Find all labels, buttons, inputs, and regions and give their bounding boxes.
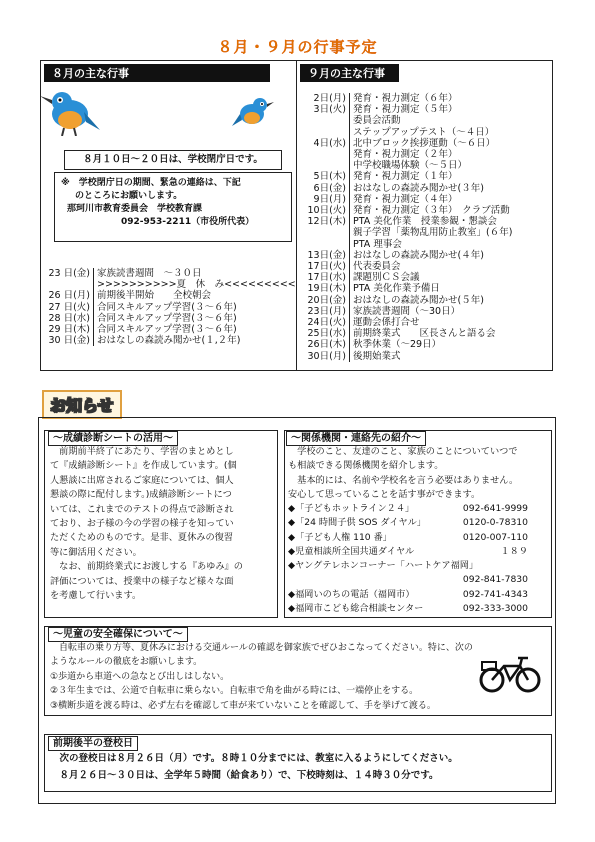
- event-description: 家族読書週間（～30日）: [350, 306, 513, 317]
- event-description: 代表委員会: [350, 261, 513, 272]
- text-line: 懇談の際に配付します。)成績診断シートにつ: [50, 489, 232, 501]
- contact-tel: 092-333-3000: [462, 603, 528, 615]
- event-description: 親子学習「薬物乱用防止教室」(６年): [350, 227, 513, 238]
- event-description: 中学校職場体験（～５日）: [350, 160, 513, 171]
- anzen-text: [50, 641, 550, 713]
- contact-tel: 092-841-7830: [462, 574, 528, 586]
- event-row: [300, 115, 512, 126]
- school-closed-notice: ８月１０日～２０日は、学校閉庁日です。: [64, 150, 282, 170]
- page-title: ８月・９月の行事予定: [217, 38, 378, 56]
- text-line: いては、これまでのテストの得点で診断され: [50, 503, 234, 515]
- contact-tel: 092-741-4343: [462, 588, 528, 600]
- event-date: 6日(金): [313, 182, 346, 194]
- text-line: 評価については、授業中の様子など様々な面: [50, 575, 234, 587]
- event-date: 3日(火): [313, 104, 346, 116]
- event-date: 26 日(月): [48, 290, 90, 302]
- event-row: [300, 171, 512, 182]
- event-date: 27 日(火): [48, 301, 90, 313]
- event-row: [300, 283, 512, 294]
- anzen-title: ～児童の安全確保について～: [48, 627, 188, 642]
- event-date: [300, 127, 350, 138]
- contact-row: [288, 588, 550, 602]
- contact-row: [288, 602, 550, 616]
- contact-row: [288, 516, 550, 530]
- event-row: [300, 306, 512, 317]
- event-row: [300, 250, 512, 261]
- event-row: [300, 239, 512, 250]
- text-line: 安心して思っていることを話す事ができます。: [288, 489, 481, 501]
- event-description: ステップアップテスト（～４日）: [350, 127, 513, 138]
- event-description: 発育・視力測定（４年）: [350, 194, 513, 205]
- event-description: 合同スキルアップ学習(３～６年): [94, 313, 296, 324]
- event-date: 29 日(木): [48, 324, 90, 336]
- event-row: [300, 351, 512, 362]
- event-row: [42, 302, 296, 313]
- contact-name: ◆福岡市こども総合相談センター: [288, 603, 424, 615]
- event-description: おはなしの森読み聞かせ(５年): [350, 295, 513, 306]
- text-line: 自転車の乗り方等、夏休みにおける交通ルールの確認を御家族でぜひおこなってください。特に、次の: [50, 643, 473, 653]
- event-row: [42, 324, 296, 335]
- event-date: 30 日(金): [48, 335, 90, 347]
- text-line: ており、お子様の今の学習の様子を知ってい: [50, 518, 234, 530]
- event-row: [300, 160, 512, 171]
- event-description: 合同スキルアップ学習(３～６年): [94, 302, 296, 313]
- event-description: 前期後半開始 全校朝会: [94, 290, 296, 301]
- august-header: ８月の主な行事: [44, 64, 270, 82]
- event-date: 17日(火): [307, 261, 346, 273]
- text-line: 前期前半終了にあたり、学習のまとめとし: [50, 446, 234, 457]
- contact-tel: １８９: [500, 545, 528, 557]
- event-date: [300, 160, 350, 171]
- event-row: [300, 272, 512, 283]
- contact-name: ◆「子ども人権 110 番」: [288, 531, 392, 543]
- text-line: ②３年生までは、公道で自転車に乗らない。自転車で角を曲がる時には、一端停止をする。: [50, 686, 419, 697]
- text-line: ８月２６日～３０日は、全学年５時間（給食あり）で、下校時刻は、１４時３０分です。: [50, 770, 439, 781]
- event-description: 北中ブロック挨拶運動（～６日）: [350, 138, 513, 149]
- september-header: ９月の主な行事: [300, 64, 399, 82]
- schedule-divider: [296, 60, 297, 371]
- event-description: 発育・視力測定（１年）: [350, 171, 513, 182]
- event-date: 5日(木): [313, 171, 346, 183]
- text-line: 人懇談に出席されるご家庭については、個人: [50, 474, 234, 486]
- event-date: [300, 239, 350, 250]
- text-line: ようなルールの徹底をお願いします。: [50, 657, 203, 668]
- event-description: 発育・視力測定（６年）: [350, 93, 513, 104]
- contact-row: [288, 573, 550, 587]
- kingfisher-small-illustration: [232, 94, 274, 130]
- event-description: 発育・視力測定（３年） クラブ活動: [350, 205, 513, 216]
- event-description: >>>>>>>>>>夏 休 み<<<<<<<<<: [94, 279, 296, 290]
- text-line: ただくためのものです。是非、夏休みの復習: [50, 532, 234, 544]
- text-line: も相談できる関係機関を紹介します。: [288, 460, 444, 472]
- seiseki-text: [50, 445, 274, 603]
- event-description: 家族読書週間 ～３０日: [94, 268, 296, 279]
- contact-name: ◆ヤングテレホンコーナー「ハートケア福岡」: [288, 560, 479, 572]
- seiseki-title: ～成績診断シートの活用～: [48, 431, 178, 446]
- text-line: 等に御活用ください。: [50, 546, 142, 558]
- text-line: 基本的には、名前や学校名を言う必要はありません。: [288, 474, 519, 486]
- kankei-intro: [288, 445, 550, 503]
- event-date: 4日(水): [313, 137, 346, 149]
- event-date: 20日(金): [307, 294, 346, 306]
- event-row: [42, 268, 296, 279]
- contact-name: ◆「24 時間子供 SOS ダイヤル」: [288, 517, 427, 529]
- event-description: PTA 美化作業予備日: [350, 283, 513, 294]
- contact-row: [288, 531, 550, 545]
- event-row: [300, 227, 512, 238]
- event-description: PTA 理事会: [350, 239, 513, 250]
- contact-tel: 0120-0-78310: [462, 517, 528, 529]
- event-date: 23 日(金): [48, 268, 90, 279]
- bicycle-icon: [478, 654, 544, 694]
- event-date: 19日(木): [307, 283, 346, 295]
- event-description: 合同スキルアップ学習(３～６年): [94, 324, 296, 335]
- event-row: [300, 216, 512, 227]
- contact-row: [288, 559, 550, 573]
- september-events-table: [300, 93, 512, 362]
- event-row: [300, 205, 512, 216]
- event-date: [42, 279, 94, 290]
- notice-line: ※ 学校閉庁日の期間、緊急の連絡は、下記: [61, 178, 241, 188]
- event-date: 26日(木): [307, 339, 346, 351]
- kankei-title: ～関係機関・連絡先の紹介～: [286, 431, 426, 446]
- text-line: ③横断歩道を渡る時は、必ず左右を確認して車が来ていないことを確認して、手を挙げて渡る。: [50, 700, 436, 711]
- event-row: [300, 328, 512, 339]
- event-date: [300, 115, 350, 126]
- oshirase-heading: お知らせ: [42, 390, 122, 419]
- event-date: 2日(月): [313, 93, 346, 104]
- august-events-table: [42, 268, 296, 346]
- contact-tel: [528, 559, 550, 573]
- contact-tel: 092-641-9999: [462, 503, 528, 514]
- event-date: 9日(月): [313, 193, 346, 205]
- emergency-contact-notice: [54, 172, 292, 242]
- event-description: 運動会係打合せ: [350, 317, 513, 328]
- event-description: 後期始業式: [350, 351, 513, 362]
- toko-title: 前期後半の登校日: [48, 736, 138, 751]
- event-date: 23日(月): [307, 305, 346, 317]
- contact-tel: 0120-007-110: [462, 531, 528, 543]
- event-date: 30日(月): [307, 350, 346, 362]
- event-row: [300, 261, 512, 272]
- notice-line: のところにお願いします。: [75, 191, 183, 201]
- text-line: 学校のこと、友達のこと、家族のことについていつで: [288, 446, 518, 457]
- contact-list: [288, 502, 550, 616]
- event-date: 28 日(水): [48, 312, 90, 324]
- event-row: [300, 317, 512, 328]
- event-description: おはなしの森読み聞かせ(３年): [350, 183, 513, 194]
- contact-name: ◆福岡いのちの電話（福岡市）: [288, 588, 415, 600]
- event-date: 17日(水): [307, 272, 346, 284]
- event-description: おはなしの森読み聞かせ(４年): [350, 250, 513, 261]
- event-row: [300, 104, 512, 115]
- event-row: [300, 194, 512, 205]
- event-description: 前期終業式 区長さんと語る会: [350, 328, 513, 339]
- contact-row: [288, 545, 550, 559]
- contact-row: [288, 502, 550, 516]
- event-row: [300, 149, 512, 160]
- contact-name: ◆児童相談所全国共通ダイヤル: [288, 545, 415, 557]
- text-line: なお、前期終業式にお渡しする『あゆみ』の: [50, 561, 243, 573]
- event-date: [300, 149, 350, 160]
- event-row: [42, 290, 296, 301]
- event-date: [300, 227, 350, 238]
- event-description: 秋季休業（～29日）: [350, 339, 513, 350]
- event-date: 10日(火): [307, 205, 346, 217]
- event-date: 13日(金): [307, 249, 346, 261]
- event-row: [300, 127, 512, 138]
- event-description: 委員会活動: [350, 115, 513, 126]
- event-description: 課題別ＣＳ会議: [350, 272, 513, 283]
- notice-line: 092-953-2211（市役所代表）: [121, 217, 255, 227]
- text-line: を考慮して行います。: [50, 590, 142, 602]
- notice-line: 那珂川市教育委員会 学校教育課: [67, 204, 203, 214]
- event-row: [300, 339, 512, 350]
- event-row: [42, 279, 296, 290]
- event-description: 発育・視力測定（２年）: [350, 149, 513, 160]
- text-line: ①歩道から車道への急なとび出しはしない。: [50, 671, 230, 682]
- event-date: 25日(水): [307, 328, 346, 340]
- event-date: 24日(火): [307, 317, 346, 329]
- text-line: 次の登校日は８月２６日（月）です。８時１０分までには、教室に入るようにしてください。: [50, 753, 458, 764]
- event-date: 12日(木): [307, 216, 346, 228]
- event-row: [42, 335, 296, 346]
- event-row: [300, 138, 512, 149]
- event-row: [300, 183, 512, 194]
- event-description: PTA 美化作業 授業参観・懇談会: [350, 216, 513, 227]
- event-description: 発育・視力測定（５年）: [350, 104, 513, 115]
- text-line: て『成績診断シート』を作成しています。(個: [50, 460, 237, 472]
- event-row: [42, 313, 296, 324]
- event-row: [300, 295, 512, 306]
- toko-text: [50, 750, 550, 784]
- event-row: [300, 93, 512, 104]
- event-description: おはなしの森読み聞かせ(１,２年): [94, 335, 296, 346]
- kingfisher-illustration: [40, 84, 106, 136]
- contact-name: ◆「子どもホットライン２４」: [288, 503, 415, 514]
